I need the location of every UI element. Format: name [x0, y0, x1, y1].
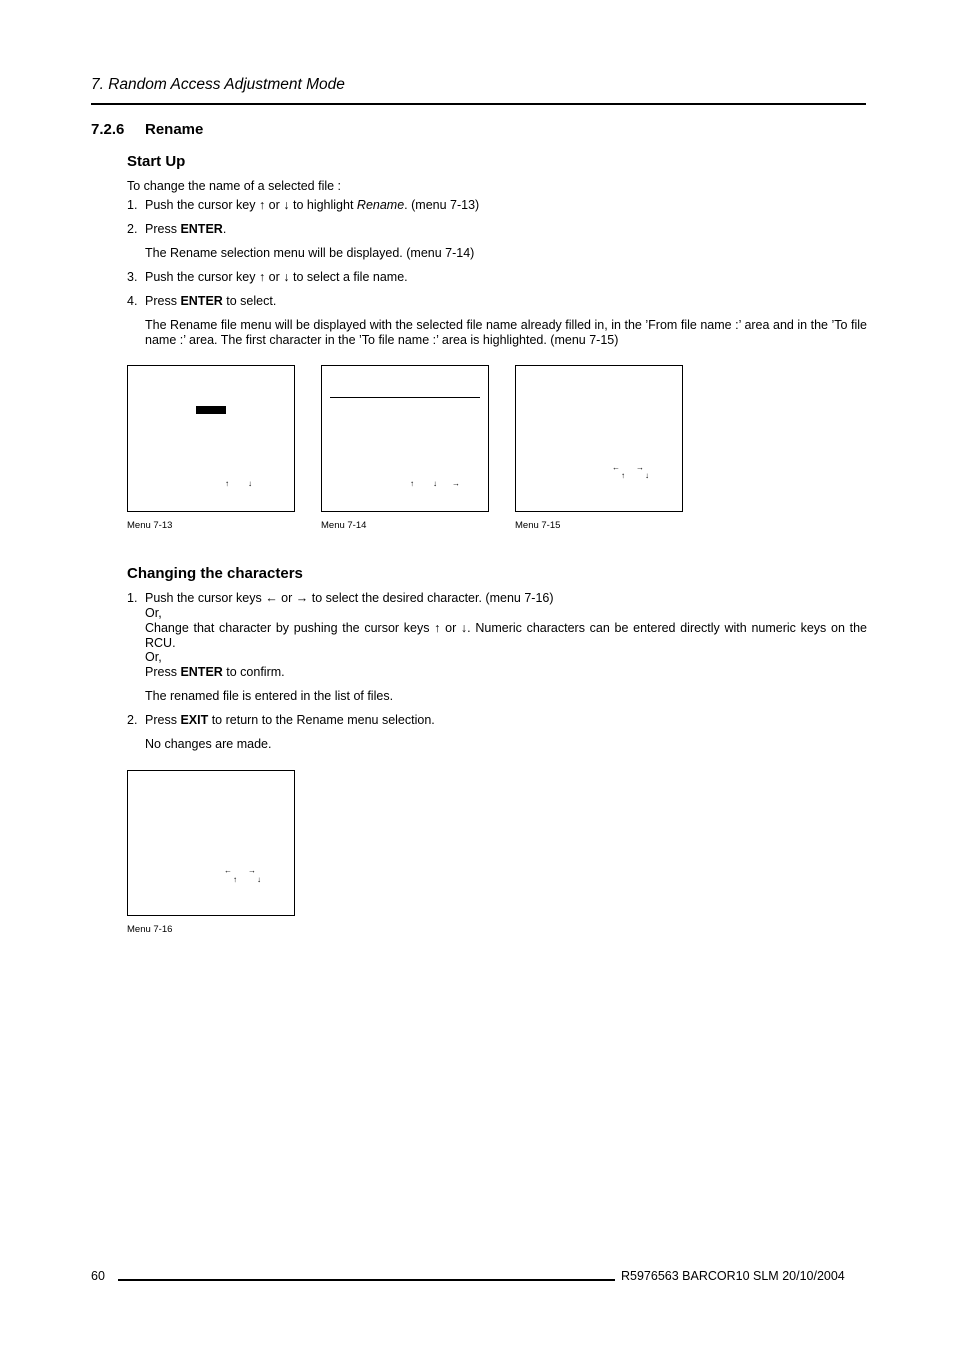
changing-or-1: Or, — [145, 606, 162, 620]
running-header: 7. Random Access Adjustment Mode — [91, 76, 345, 93]
changing-step-2-note: No changes are made. — [145, 737, 272, 751]
startup-step-2-note: The Rename selection menu will be displayed. (menu 7-14) — [145, 246, 475, 260]
changing-heading: Changing the characters — [127, 565, 303, 582]
changing-or-2: Or, — [145, 650, 162, 664]
down-arrow-icon: ↓ — [248, 479, 252, 488]
step-text-part: Push the cursor key ↑ or ↓ to highlight — [145, 198, 357, 212]
section-number: 7.2.6 — [91, 121, 125, 138]
footer-rule — [118, 1279, 615, 1281]
right-arrow-icon: → — [452, 479, 460, 488]
menu-7-14-screen — [321, 365, 489, 512]
step-text-part: Press — [145, 665, 181, 679]
step-text — [145, 222, 226, 237]
changing-step-1-alt: Change that character by pushing the cursor keys ↑ or ↓. Numeric characters can be entered directly with numeric keys on the RCU. — [145, 621, 867, 650]
right-arrow-icon: → — [636, 463, 644, 472]
step-number: 1. — [127, 591, 138, 605]
down-arrow-icon: ↓ — [645, 471, 649, 480]
up-arrow-icon: ↑ — [225, 479, 229, 488]
key-name: ENTER — [180, 294, 223, 308]
header-rule — [91, 103, 866, 105]
step-text-part: Press — [145, 294, 181, 308]
menu-7-14-caption: Menu 7-14 — [321, 520, 367, 531]
step-number: 3. — [127, 270, 138, 284]
menu-item-name: Rename — [356, 198, 405, 212]
up-arrow-icon: ↑ — [621, 471, 625, 480]
startup-heading: Start Up — [127, 153, 186, 170]
step-text-part: Press — [145, 222, 181, 236]
step-text — [145, 294, 276, 309]
startup-intro: To change the name of a selected file : — [127, 179, 342, 193]
page-number: 60 — [91, 1269, 105, 1283]
menu-7-13-screen — [127, 365, 295, 512]
key-name: ENTER — [180, 222, 223, 236]
up-arrow-icon: ↑ — [233, 875, 237, 884]
startup-step-4-note: The Rename file menu will be displayed with the selected file name already filled in, in the ’From file name :’ area and in the ’To file name :’ area. The first character in the ’To file name :’ area is highlighted. (menu 7-15) — [145, 318, 867, 347]
highlight-bar — [196, 406, 226, 414]
menu-7-16-caption: Menu 7-16 — [127, 924, 173, 935]
menu-7-15-caption: Menu 7-15 — [515, 520, 561, 531]
step-text-part: to select. — [222, 294, 277, 308]
step-number: 2. — [127, 713, 138, 727]
down-arrow-icon: ↓ — [433, 479, 437, 488]
key-name: EXIT — [180, 713, 209, 727]
step-text — [145, 198, 479, 213]
left-arrow-icon: ← — [612, 463, 620, 472]
menu-7-13-caption: Menu 7-13 — [127, 520, 173, 531]
step-text — [145, 713, 435, 728]
step-text-part: to return to the Rename menu selection. — [208, 713, 435, 727]
down-arrow-icon: ↓ — [257, 875, 261, 884]
changing-step-1-note: The renamed file is entered in the list of files. — [145, 689, 394, 703]
menu-7-16-screen — [127, 770, 295, 916]
step-text: Push the cursor key ↑ or ↓ to select a file name. — [145, 270, 408, 284]
menu-7-15-screen — [515, 365, 683, 512]
step-number: 2. — [127, 222, 138, 236]
step-text-part: Press — [145, 713, 181, 727]
right-arrow-icon: → — [248, 866, 256, 875]
step-number: 1. — [127, 198, 138, 212]
left-arrow-icon: ← — [224, 866, 232, 875]
up-arrow-icon: ↑ — [410, 479, 414, 488]
section-title: Rename — [145, 121, 204, 138]
step-number: 4. — [127, 294, 138, 308]
step-text-part: . (menu 7-13) — [404, 198, 480, 212]
section-heading — [91, 121, 203, 138]
step-text-part: to confirm. — [222, 665, 285, 679]
menu-divider — [330, 397, 480, 398]
document-reference: R5976563 BARCOR10 SLM 20/10/2004 — [621, 1269, 845, 1283]
step-text-part: . — [222, 222, 227, 236]
changing-step-1-confirm — [145, 665, 285, 680]
key-name: ENTER — [180, 665, 223, 679]
step-text: Push the cursor keys ← or → to select the desired character. (menu 7-16) — [145, 591, 554, 605]
